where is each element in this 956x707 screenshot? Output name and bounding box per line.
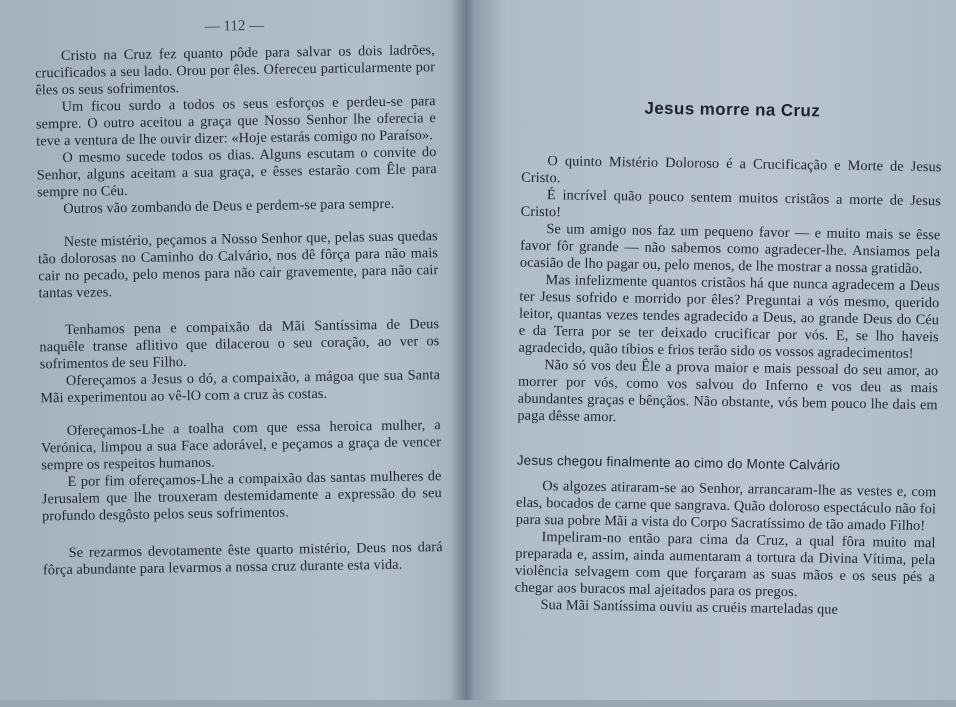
paragraph: Um ficou surdo a todos os seus esforços e perdeu-se para sempre. O outro aceitou a graça que Nosso Senhor lhe oferecia e teve a ventura de lhe ouvir dizer: «Hoje estarás comigo no Paraíso».: [35, 93, 437, 150]
paragraph: O mesmo sucede todos os dias. Alguns escutam o convite do Senhor, alguns aceitam a sua graça, e êsses estarão com Êle para sempre no Céu.: [36, 144, 437, 201]
paragraph: Sua Mãi Santíssima ouviu as cruéis marteladas que: [540, 597, 839, 618]
paragraph: E por fim ofereçamos-Lhe a compaixão das santas mulheres de Jerusalem que lhe trouxeram destemidamente a expressão do seu profundo desgôsto pelos seus sofrimentos.: [41, 468, 442, 525]
left-page: [0, 0, 473, 700]
paragraph: Neste mistério, peçamos a Nosso Senhor que, pelas suas quedas tão dolorosas no Caminho do Calvário, nos dê fôrça para não mais cair no pecado, pelo menos para não cair gravemente, para não cair tantas vezes.: [37, 228, 439, 302]
paragraph: Não só vos deu Êle a prova maior e mais pessoal do seu amor, ao morrer por vós, como vos salvou do Inferno e vos deu as mais abundantes graças e bênçãos. Não obstante, vós bem pouco lhe dais em paga dêsse amor.: [517, 357, 939, 426]
paragraph: É incrível quão pouco sentem muitos cristãos a morte de Jesus Cristo!: [520, 187, 942, 221]
paragraph: Se rezarmos devotamente êste quarto mistério, Deus nos dará fôrça abundante para levarmos a nossa cruz durante esta vida.: [42, 539, 443, 579]
paragraph: Ofereçamos a Jesus o dó, a compaixão, a mágoa que sua Santa Mãi experimentou ao vê-lO com a cruz às costas.: [40, 367, 441, 407]
section-subheading: Jesus chegou finalmente ao cimo do Monte Calvário: [516, 452, 841, 473]
chapter-title: Jesus morre na Cruz: [644, 98, 821, 121]
paragraph: Ofereçamos-Lhe a toalha com que essa heroica mulher, a Verónica, limpou a sua Face adorável, e peçamos a graça de vencer sempre os respeitos humanos.: [40, 417, 442, 474]
paragraph: Outros vão zombando de Deus e perdem-se para sempre.: [63, 195, 395, 218]
paragraph: Os algozes atiraram-se ao Senhor, arrancaram-lhe as vestes e, com elas, bocados de carne que sangrava. Quão doloroso espectáculo não foi para sua pobre Mãi a vista do Corpo Sacratíssimo de tão amado Filho!: [515, 478, 937, 535]
paragraph: O quinto Mistério Doloroso é a Crucificação e Morte de Jesus Cristo.: [521, 153, 942, 187]
paragraph: Cristo na Cruz fez quanto pôde para salvar os dois ladrões, crucificados a seu lado. Orou por êles. Ofereceu particularmente por êles os seus sofrimentos.: [35, 42, 436, 99]
paragraph: Impeliram-no então para cima da Cruz, a qual fôra muito mal preparada e, assim, ainda aumentaram a tortura da Divina Vítima, pela violência selvagem com que forçaram as suas mãos e os seus pés a chegar aos buracos mal ajeitados para os pregos.: [514, 529, 936, 601]
paragraph: Mas infelizmente quantos cristãos há que nunca agradecem a Deus ter Jesus sofrido e morrido por êles? Preguntai a vós mesmo, querido leitor, quantas vezes tendes agradecido a Deus, ao grande Deus do Céu e da Terra por se ter deixado crucificar por vós. E, se lho haveis agradecido, quão tíbios e frios terão sido os vossos agradecimentos!: [518, 272, 940, 362]
page-number: — 112 —: [204, 17, 265, 35]
right-page: [467, 0, 956, 707]
paragraph: Se um amigo nos faz um pequeno favor — e muito mais se êsse favor fôr grande — não sabemos como agradecer-lhe. Ansiamos pela ocasião de lho pagar ou, pelo menos, de lhe mostrar a nossa gratidão.: [519, 221, 941, 278]
paragraph: Tenhamos pena e compaixão da Mãi Santíssima de Deus naquêle transe aflitivo que dilacerou o seu coração, ao ver os sofrimentos de seu Filho.: [39, 316, 440, 373]
